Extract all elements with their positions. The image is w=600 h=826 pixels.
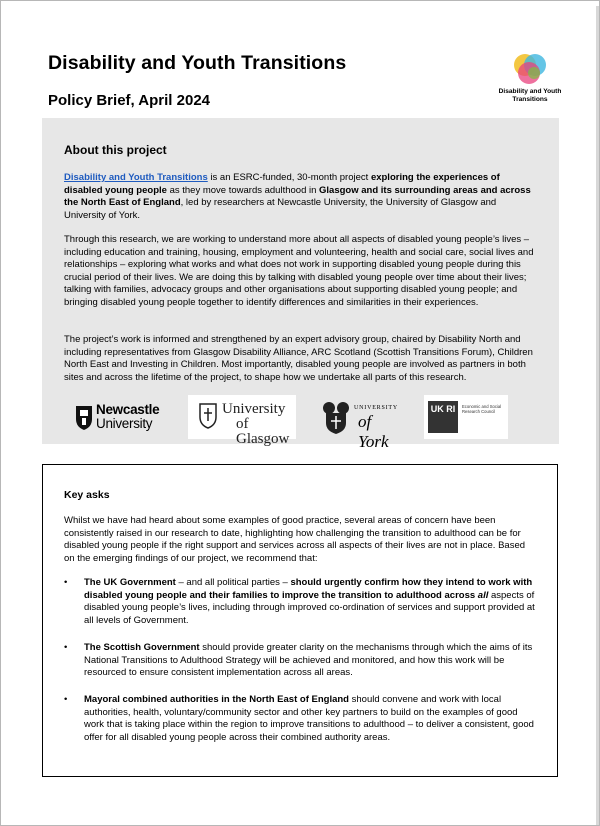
about-paragraph-1: Disability and Youth Transitions is an ESRC-funded, 30-month project exploring the experiences of disabled young people as they move towards adulthood in Glasgow and its surrounding areas and across the North East of England, led by researchers at Newcastle University, the University of Glasgow and University of York. [64,172,531,221]
york-crest-icon [320,399,352,435]
about-paragraph-3: The project’s work is informed and strengthened by an expert advisory group, chaired by Disability North and including representatives from Glasgow Disability Alliance, ARC Scotland (Scottish Transitions Forum), Children North East and Investing in Children. Most importantly, disabled young people are involved as partners in both sites and across the lifetime of the project, to shape how we undertake all parts of this research. [64,334,533,383]
esrc-ukri-logo: UK RI Economic and Social Research Council [424,395,508,439]
page-subtitle: Policy Brief, April 2024 [48,92,211,109]
project-logo-text: Disability and Youth Transitions [498,88,562,103]
project-link[interactable]: Disability and Youth Transitions [64,172,208,183]
about-paragraph-2: Through this research, we are working to understand more about all aspects of disabled young people’s lives – including education and training, housing, employment and volunteering, health and social care, social lives and relationships – exploring what works and what does not work in supporting disabled young people during this crucial period of their lives. We are doing this by talking with disabled young people over time about their lives; talking with families, advocacy groups and other organisations about supporting disabled young people; and bringing disabled young people together to identify differences and similarities in their experiences. [64,234,534,308]
glasgow-logo: University of Glasgow [188,395,296,439]
ukri-mark-icon: UK RI [428,401,458,433]
glasgow-crest-icon [198,401,218,429]
newcastle-crest-icon [74,403,94,431]
key-asks-heading: Key asks [64,489,110,501]
partner-logos [64,395,542,451]
about-heading: About this project [64,143,167,157]
bullet-icon: • [64,577,68,588]
bullet-icon: • [64,694,68,705]
page-title: Disability and Youth Transitions [48,52,347,74]
bullet-icon: • [64,642,68,653]
key-asks-intro: Whilst we have had heard about some examples of good practice, several areas of concern have been consistently raised in our research to date, highlighting how challenging the transition to adulthood can be for disabled young people if the right support and services across all aspects of their lives are not in place. Based on the emerging findings of our project, we recommend that: [64,515,526,564]
york-logo: UNIVERSITY of York [320,395,402,439]
newcastle-logo: Newcastle University [74,395,182,439]
